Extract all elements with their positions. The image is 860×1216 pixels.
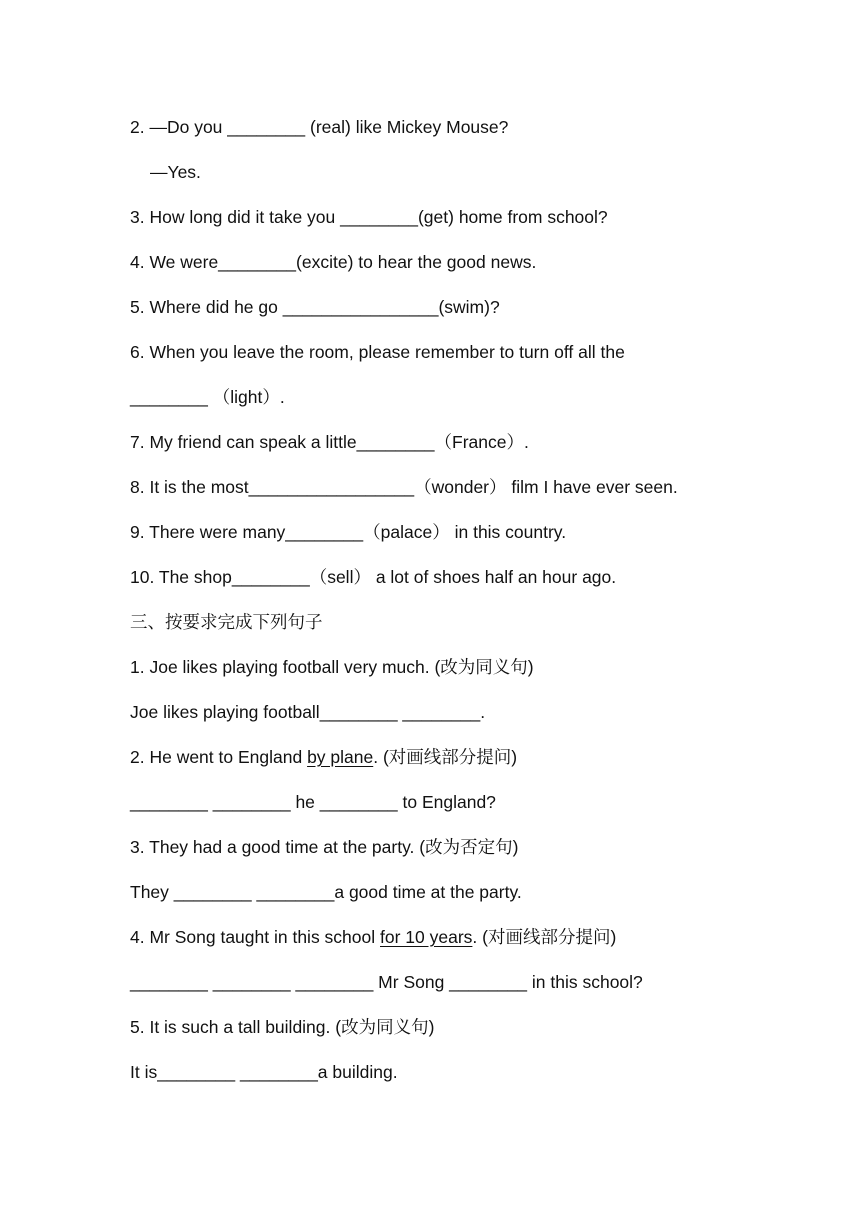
p3-q4-line: 4. Mr Song taught in this school for 10 years. (对画线部分提问) bbox=[130, 927, 617, 947]
underlined-phrase: by plane bbox=[307, 747, 374, 767]
p3-q3-line: 3. They had a good time at the party. (改为否定句) bbox=[130, 837, 519, 857]
p3-q5-line: 5. It is such a tall building. (改为同义句) bbox=[130, 1017, 435, 1037]
p3-q2-line: 2. He went to England by plane. (对画线部分提问) bbox=[130, 747, 518, 767]
q3-line: 3. How long did it take you ________(get) home from school? bbox=[130, 207, 608, 227]
p3-q4-answer: ________ ________ ________ Mr Song ________ in this school? bbox=[130, 972, 643, 992]
q2-line: 2. —Do you ________ (real) like Mickey Mouse? bbox=[130, 117, 509, 137]
p3-q2-answer: ________ ________ he ________ to England? bbox=[130, 792, 496, 812]
p3-q1-answer: Joe likes playing football________ ________. bbox=[130, 702, 486, 722]
p3-q1-line: 1. Joe likes playing football very much. (改为同义句) bbox=[130, 657, 534, 677]
underlined-phrase: for 10 years bbox=[380, 927, 473, 947]
q6-line-cont: ________ （light）. bbox=[130, 387, 285, 407]
q7-line: 7. My friend can speak a little________（France）. bbox=[130, 432, 529, 452]
q8-line: 8. It is the most_________________（wonder） film I have ever seen. bbox=[130, 477, 678, 497]
p3-q3-answer: They ________ ________a good time at the party. bbox=[130, 882, 522, 902]
q4-line: 4. We were________(excite) to hear the good news. bbox=[130, 252, 537, 272]
q5-line: 5. Where did he go ________________(swim)? bbox=[130, 297, 500, 317]
q6-line: 6. When you leave the room, please remember to turn off all the bbox=[130, 342, 625, 362]
q2-answer-line: —Yes. bbox=[150, 162, 201, 182]
p3-q5-answer: It is________ ________a building. bbox=[130, 1062, 398, 1082]
q10-line: 10. The shop________（sell） a lot of shoes half an hour ago. bbox=[130, 567, 617, 587]
section-heading: 三、按要求完成下列句子 bbox=[130, 612, 323, 632]
q9-line: 9. There were many________（palace） in this country. bbox=[130, 522, 567, 542]
